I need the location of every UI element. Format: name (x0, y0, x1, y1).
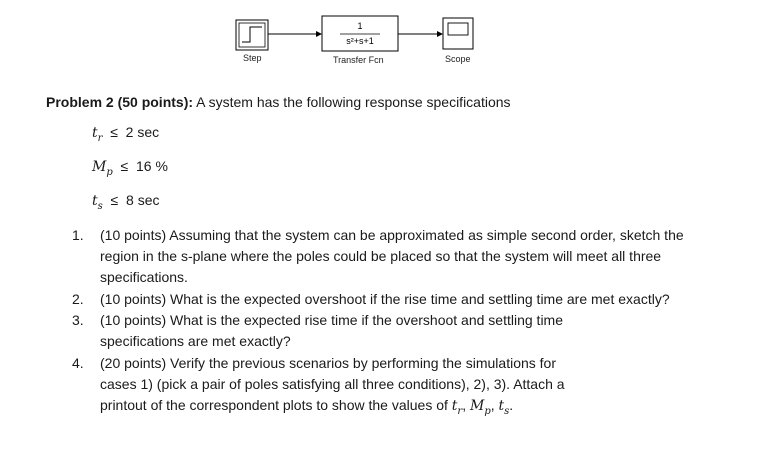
scope-block[interactable] (443, 18, 473, 49)
question-number: 4. (72, 355, 84, 371)
problem-statement (46, 92, 511, 112)
question-text: (10 points) What is the expected rise time if the overshoot and settling time specifications are met exactly? (100, 312, 564, 349)
spec-item: $t_r \le 2$ sec (92, 124, 160, 144)
question-text: (10 points) What is the expected overshoot if the rise time and settling time are met exactly? (100, 291, 670, 307)
spec-item: $M_p \le 16$ % (92, 158, 168, 178)
transfer-fcn-label: Transfer Fcn (333, 55, 384, 65)
spec-item: $t_s \le 8$ sec (92, 192, 160, 212)
inline-variable: $t_s$ (498, 398, 510, 417)
question-text: (10 points) Assuming that the system can be approximated as simple second order, sketch the region in the s-plane where the poles could be placed so that the system will meet all three specifications. (100, 227, 684, 285)
transfer-fcn-block[interactable] (322, 16, 398, 51)
question-number: 2. (72, 291, 84, 307)
question-number: 3. (72, 312, 84, 328)
tf-denominator: s²+s+1 (346, 36, 374, 46)
step-label: Step (243, 53, 262, 63)
tf-numerator: 1 (357, 21, 363, 31)
scope-icon (448, 23, 468, 35)
inline-variable: $M_p$ (469, 398, 491, 417)
question-text: (20 points) Verify the previous scenarios by performing the simulations for cases 1) (pick a pair of poles satisfying all three conditions), 2), 3). Attach a printout of the correspondent plots to show the values of $t_r$, $M_p$, $t_s$. (100, 355, 565, 417)
problem-heading: Problem 2 (50 points): (46, 94, 194, 110)
problem-intro: A system has the following response specifications (196, 94, 511, 110)
scope-label: Scope (445, 54, 471, 64)
question-number: 1. (72, 227, 84, 243)
block-diagram (0, 0, 770, 80)
inline-variable: $t_r$ (451, 398, 463, 417)
step-block[interactable] (236, 20, 268, 50)
